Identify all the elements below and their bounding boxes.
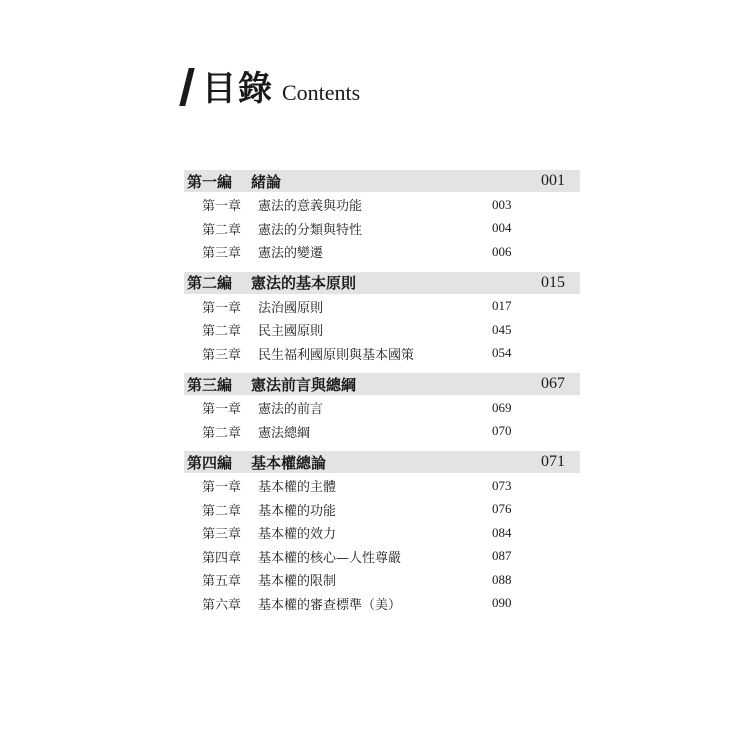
part-title: 憲法前言與總綱	[251, 375, 357, 394]
chapter-label: 第二章	[202, 324, 242, 340]
chapter-title: 法治國原則	[258, 300, 324, 316]
part-header-row[interactable]	[184, 272, 580, 294]
part-title: 基本權總論	[251, 453, 327, 472]
chapter-page-number: 045	[492, 321, 512, 337]
chapter-title: 憲法的分類與特性	[258, 222, 363, 238]
part-label: 第四編	[187, 453, 233, 472]
chapter-list	[184, 395, 580, 443]
chapter-label: 第一章	[202, 199, 242, 215]
chapter-row[interactable]	[184, 396, 580, 420]
part-title: 緒論	[251, 172, 282, 191]
chapter-row[interactable]	[184, 217, 580, 241]
part-page-number: 015	[541, 273, 565, 291]
chapter-row[interactable]	[184, 193, 580, 217]
chapter-page-number: 076	[492, 501, 512, 517]
chapter-title: 憲法的意義與功能	[258, 199, 363, 215]
chapter-title: 基本權的核心—人性尊嚴	[258, 550, 402, 566]
chapter-row[interactable]	[184, 592, 580, 616]
chapter-row[interactable]	[184, 318, 580, 342]
chapter-label: 第一章	[202, 300, 242, 316]
part-page-number: 071	[541, 453, 565, 470]
chapter-page-number: 090	[492, 595, 512, 611]
chapter-row[interactable]	[184, 545, 580, 569]
toc-part	[184, 272, 580, 366]
chapter-label: 第一章	[202, 480, 242, 496]
chapter-label: 第三章	[202, 347, 242, 363]
chapter-title: 憲法總綱	[258, 425, 311, 441]
chapter-title: 基本權的效力	[258, 527, 337, 543]
part-header-row[interactable]	[184, 170, 580, 192]
part-header-row[interactable]	[184, 451, 580, 473]
chapter-page-number: 054	[492, 345, 512, 361]
part-label: 第一編	[187, 172, 233, 191]
chapter-label: 第二章	[202, 425, 242, 441]
chapter-title: 基本權的限制	[258, 574, 337, 590]
part-label: 第三編	[187, 375, 233, 394]
chapter-title: 憲法的前言	[258, 402, 324, 418]
chapter-row[interactable]	[184, 474, 580, 498]
title-cjk: 目錄	[202, 69, 274, 109]
title-en: Contents	[282, 80, 361, 105]
chapter-row[interactable]	[184, 420, 580, 444]
chapter-label: 第六章	[202, 597, 242, 613]
chapter-page-number: 070	[492, 423, 512, 439]
part-title: 憲法的基本原則	[251, 274, 357, 292]
part-header-row[interactable]	[184, 373, 580, 395]
chapter-list	[184, 294, 580, 366]
chapter-list	[184, 473, 580, 615]
toc-part	[184, 373, 580, 443]
chapter-list	[184, 192, 580, 264]
chapter-label: 第四章	[202, 550, 242, 566]
chapter-title: 基本權的主體	[258, 480, 337, 496]
chapter-page-number: 088	[492, 571, 512, 587]
chapter-row[interactable]	[184, 568, 580, 592]
chapter-label: 第五章	[202, 574, 242, 590]
chapter-row[interactable]	[184, 295, 580, 319]
chapter-page-number: 003	[492, 196, 512, 212]
chapter-label: 第二章	[202, 503, 242, 519]
chapter-row[interactable]	[184, 498, 580, 522]
chapter-row[interactable]	[184, 521, 580, 545]
chapter-label: 第二章	[202, 222, 242, 238]
toc-part	[184, 170, 580, 264]
chapter-row[interactable]	[184, 342, 580, 366]
toc-part	[184, 451, 580, 615]
chapter-page-number: 006	[492, 243, 512, 259]
chapter-page-number: 087	[492, 548, 512, 564]
chapter-page-number: 084	[492, 524, 512, 540]
chapter-title: 民主國原則	[258, 324, 324, 340]
slash-mark	[179, 68, 194, 106]
chapter-label: 第三章	[202, 527, 242, 543]
part-page-number: 001	[541, 172, 565, 189]
chapter-label: 第一章	[202, 402, 242, 418]
table-of-contents	[184, 170, 580, 623]
chapter-page-number: 069	[492, 399, 512, 415]
chapter-title: 憲法的變遷	[258, 246, 324, 262]
part-page-number: 067	[541, 375, 565, 392]
part-label: 第二編	[187, 274, 233, 292]
chapter-row[interactable]	[184, 240, 580, 264]
chapter-title: 基本權的功能	[258, 503, 337, 519]
chapter-page-number: 017	[492, 298, 512, 314]
chapter-page-number: 004	[492, 220, 512, 236]
chapter-title: 基本權的審查標準（美）	[258, 597, 402, 613]
chapter-title: 民生福利國原則與基本國策	[258, 347, 415, 363]
chapter-label: 第三章	[202, 246, 242, 262]
chapter-page-number: 073	[492, 477, 512, 493]
page-heading	[184, 60, 360, 110]
